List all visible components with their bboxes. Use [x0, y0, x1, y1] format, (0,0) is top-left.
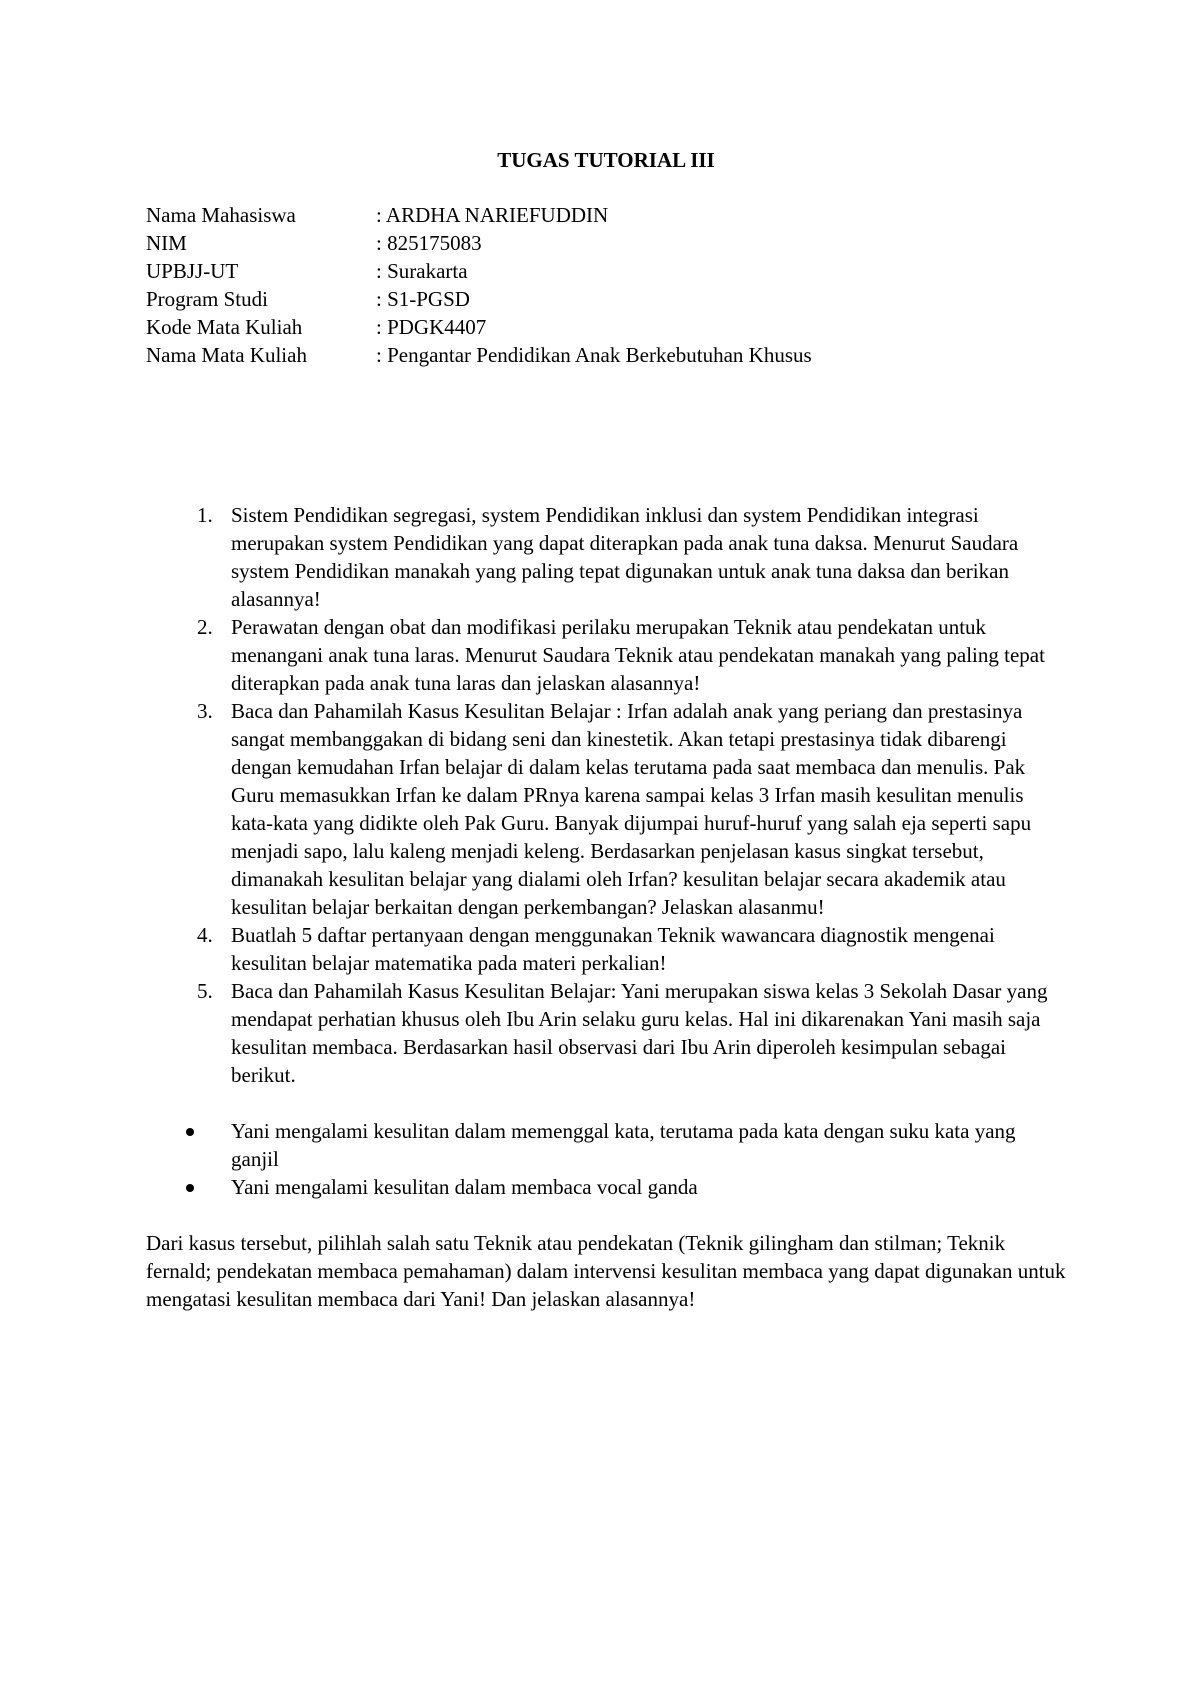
question-item [146, 977, 1066, 1089]
question-item [146, 697, 1066, 921]
document-body [146, 146, 1066, 1313]
question-number: 4. [197, 923, 213, 947]
info-label: Nama Mata Kuliah [146, 343, 307, 367]
info-row-upbjj [146, 257, 1066, 285]
bullet-dot-icon [146, 1173, 219, 1201]
info-value: : 825175083 [376, 231, 482, 255]
bullet-item [146, 1173, 1066, 1201]
question-item [146, 921, 1066, 977]
question-item [146, 501, 1066, 613]
bullet-text: Yani mengalami kesulitan dalam memenggal kata, terutama pada kata dengan suku kata yang ganjil [231, 1119, 1016, 1171]
question-text: Perawatan dengan obat dan modifikasi perilaku merupakan Teknik atau pendekatan untuk menangani anak tuna laras. Menurut Saudara Teknik atau pendekatan manakah yang paling tepat diterapkan pada anak tuna laras dan jelaskan alasannya! [231, 615, 1045, 695]
observation-list [146, 1117, 1066, 1201]
bullet-dot-icon [146, 1117, 219, 1173]
info-row-program-studi [146, 285, 1066, 313]
info-value: : ARDHA NARIEFUDDIN [376, 203, 609, 227]
info-row-nama-mata-kuliah [146, 341, 1066, 369]
info-value: : Pengantar Pendidikan Anak Berkebutuhan Khusus [376, 343, 812, 367]
document-title: TUGAS TUTORIAL III [497, 148, 715, 172]
question-number: 3. [197, 699, 213, 723]
info-value: : Surakarta [376, 259, 468, 283]
info-value: : S1-PGSD [376, 287, 470, 311]
question-number: 5. [197, 979, 213, 1003]
bullet-item [146, 1117, 1066, 1173]
question-text: Baca dan Pahamilah Kasus Kesulitan Belajar : Irfan adalah anak yang periang dan prestasinya sangat membanggakan di bidang seni dan kinestetik. Akan tetapi prestasinya tidak dibarengi dengan kemudahan Irfan belajar di dalam kelas terutama pada saat membaca dan menulis. Pak Guru memasukkan Irfan ke dalam PRnya karena sampai kelas 3 Irfan masih kesulitan menulis kata-kata yang didikte oleh Pak Guru. Banyak dijumpai huruf-huruf yang salah eja seperti sapu menjadi sapo, lalu kaleng menjadi keleng. Berdasarkan penjelasan kasus singkat tersebut, dimanakah kesulitan belajar yang dialami oleh Irfan? kesulitan belajar secara akademik atau kesulitan belajar berkaitan dengan perkembangan? Jelaskan alasanmu! [231, 699, 1032, 919]
info-label: UPBJJ-UT [146, 259, 239, 283]
info-row-kode-mata-kuliah [146, 313, 1066, 341]
question-list [146, 501, 1066, 1089]
info-label: Program Studi [146, 287, 268, 311]
question-text: Sistem Pendidikan segregasi, system Pendidikan inklusi dan system Pendidikan integrasi merupakan system Pendidikan yang dapat diterapkan pada anak tuna daksa. Menurut Saudara system Pendidikan manakah yang paling tepat digunakan untuk anak tuna daksa dan berikan alasannya! [231, 503, 1019, 611]
info-row-nim [146, 229, 1066, 257]
question-text: Buatlah 5 daftar pertanyaan dengan menggunakan Teknik wawancara diagnostik mengenai kesulitan belajar matematika pada materi perkalian! [231, 923, 995, 975]
info-label: Kode Mata Kuliah [146, 315, 303, 339]
question-number: 2. [197, 615, 213, 639]
info-label: Nama Mahasiswa [146, 203, 296, 227]
info-value: : PDGK4407 [376, 315, 487, 339]
info-label: NIM [146, 231, 187, 255]
info-row-nama-mahasiswa [146, 201, 1066, 229]
question-text: Baca dan Pahamilah Kasus Kesulitan Belajar: Yani merupakan siswa kelas 3 Sekolah Dasar yang mendapat perhatian khusus oleh Ibu Arin selaku guru kelas. Hal ini dikarenakan Yani masih saja kesulitan membaca. Berdasarkan hasil observasi dari Ibu Arin diperoleh kesimpulan sebagai berikut. [231, 979, 1048, 1087]
closing-paragraph: Dari kasus tersebut, pilihlah salah satu Teknik atau pendekatan (Teknik gilingham dan stilman; Teknik fernald; pendekatan membaca pemahaman) dalam intervensi kesulitan membaca yang dapat digunakan untuk mengatasi kesulitan membaca dari Yani! Dan jelaskan alasannya! [146, 1231, 1066, 1311]
question-number: 1. [197, 503, 213, 527]
bullet-text: Yani mengalami kesulitan dalam membaca vocal ganda [231, 1175, 698, 1199]
question-item [146, 613, 1066, 697]
student-info [146, 201, 1066, 369]
